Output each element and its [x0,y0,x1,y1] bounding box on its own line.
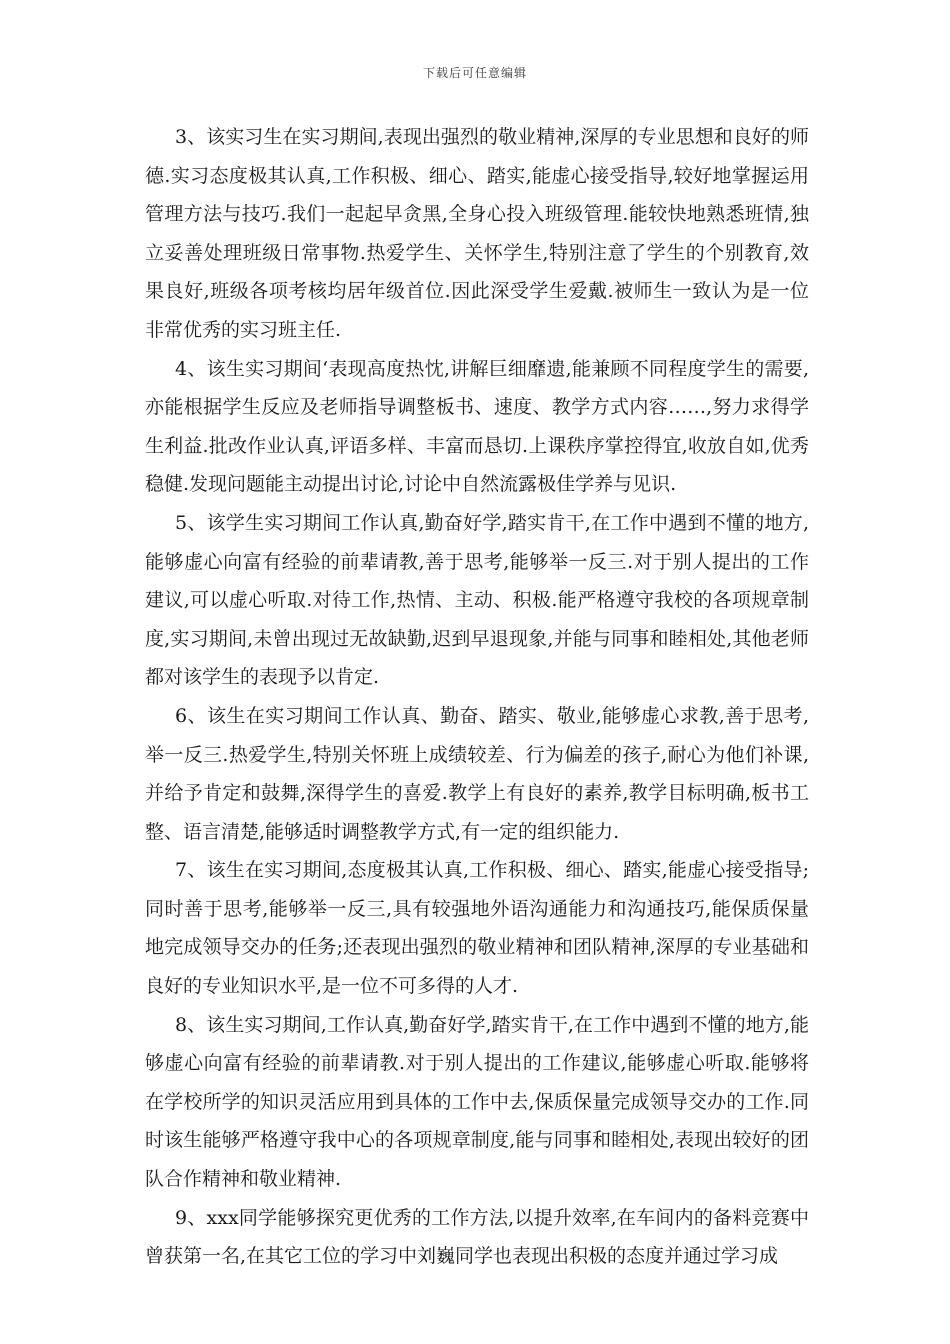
paragraph-9: 9、xxx同学能够探究更优秀的工作方法,以提升效率,在车间内的备料竞赛中曾获第一名,在其它工位的学习中刘巍同学也表现出积极的态度并通过学习成 [145,1206,809,1268]
paragraph-8: 8、该生实习期间,工作认真,勤奋好学,踏实肯干,在工作中遇到不懂的地方,能够虚心向富有经验的前辈请教.对于别人提出的工作建议,能够虚心听取.能够将在学校所学的知识灵活应用到具体的工作中去,保质保量完成领导交办的工作.同时该生能够严格遵守我中心的各项规章制度,能与同事和睦相处,表现出较好的团队合作精神和敬业精神. [145,1013,809,1191]
document-body [145,118,809,1276]
paragraph-5: 5、该学生实习期间工作认真,勤奋好学,踏实肯干,在工作中遇到不懂的地方,能够虚心向富有经验的前辈请教,善于思考,能够举一反三.对于别人提出的工作建议,可以虚心听取.对待工作,热情、主动、积极.能严格遵守我校的各项规章制度,实习期间,未曾出现过无故缺勤,迟到早退现象,并能与同事和睦相处,其他老师都对该学生的表现予以肯定. [145,511,809,689]
paragraph-6: 6、该生在实习期间工作认真、勤奋、踏实、敬业,能够虚心求教,善于思考,举一反三.热爱学生,特别关怀班上成绩较差、行为偏差的孩子,耐心为他们补课,并给予肯定和鼓舞,深得学生的喜爱.教学上有良好的素养,教学目标明确,板书工整、语言清楚,能够适时调整教学方式,有一定的组织能力. [145,704,809,843]
header-note: 下载后可任意编辑 [422,66,527,80]
paragraph-4: 4、该生实习期间‘表现高度热忱,讲解巨细靡遗,能兼顾不同程度学生的需要,亦能根据学生反应及老师指导调整板书、速度、教学方式内容……,努力求得学生利益.批改作业认真,评语多样、丰富而恳切.上课秩序掌控得宜,收放自如,优秀稳健.发现问题能主动提出讨论,讨论中自然流露极佳学养与见识. [145,357,809,496]
paragraph-7: 7、该生在实习期间,态度极其认真,工作积极、细心、踏实,能虚心接受指导;同时善于思考,能够举一反三,具有较强地外语沟通能力和沟通技巧,能保质保量地完成领导交办的任务;还表现出强烈的敬业精神和团队精神,深厚的专业基础和良好的专业知识水平,是一位不可多得的人才. [145,859,809,998]
paragraph-3: 3、该实习生在实习期间,表现出强烈的敬业精神,深厚的专业思想和良好的师德.实习态度极其认真,工作积极、细心、踏实,能虚心接受指导,较好地掌握运用管理方法与技巧.我们一起起早贪黑,全身心投入班级管理.能较快地熟悉班情,独立妥善处理班级日常事物.热爱学生、关怀学生,特别注意了学生的个别教育,效果良好,班级各项考核均居年级首位.因此深受学生爱戴.被师生一致认为是一位非常优秀的实习班主任. [145,126,809,341]
